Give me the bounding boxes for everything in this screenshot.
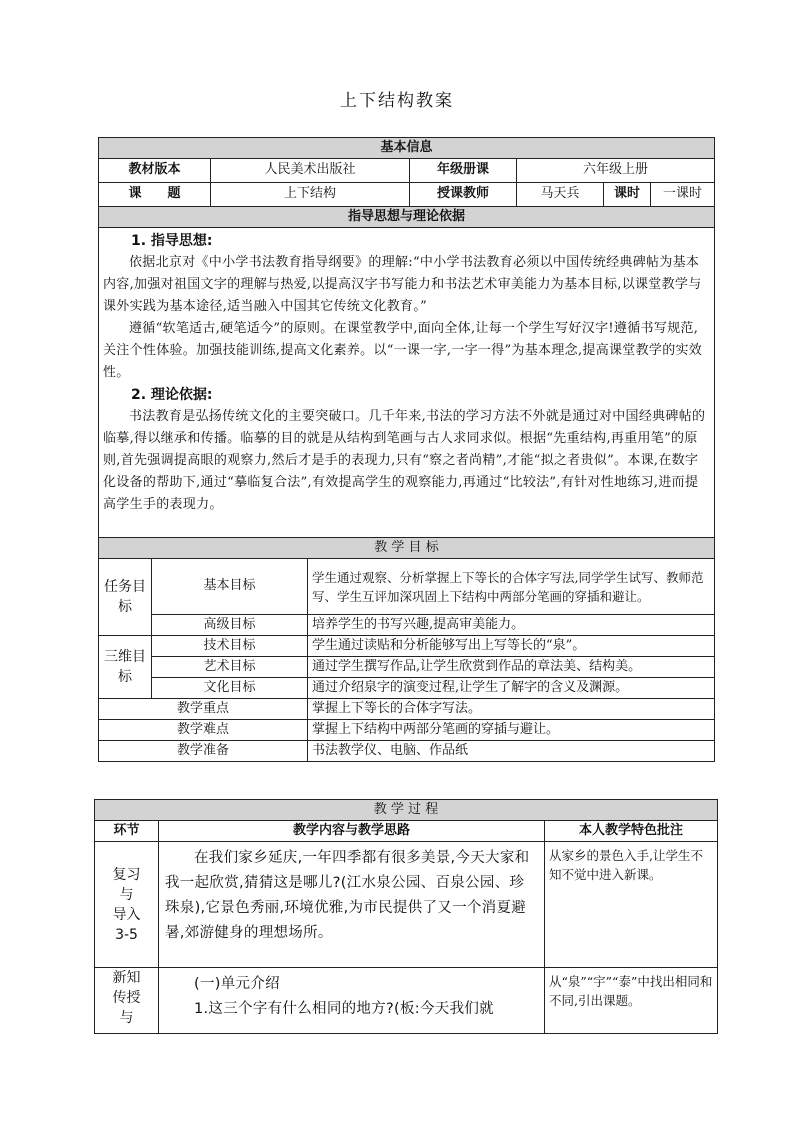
guidance-body — [99, 228, 715, 538]
theory-paragraph: 书法教育是弘扬传统文化的主要突破口。几千年来,书法的学习方法不外就是通过对中国经典碑帖的临摹,得以继承和传播。临摹的目的就是从结构到笔画与古人求同求似。根据“先重结构,再重用笔”的原则,首先强调提高眼的观察力,然后才是手的表现力,只有“察之者尚精”,才能“拟之者贵似”。本课,在数字化设备的帮助下,通过“摹临复合法”,有效提高学生的观察能力,再通过“比较法”,有针对性地练习,进而提高学生手的表现力。 — [103, 409, 706, 512]
culture-goal-label: 文化目标 — [152, 678, 308, 699]
period-label: 课时 — [604, 183, 651, 207]
page-title: 上下结构教案 — [340, 91, 454, 111]
guidance-paragraph: 遵循“软笔适古,硬笔适今”的原则。在课堂教学中,面向全体,让每一个学生写好汉字!遵循书写规范,关注个性体验。加强技能训练,提高文化素养。以“一课一字,一字一得”为基本理念,提高课堂教学的实效性。 — [103, 321, 703, 380]
goals-header: 教 学 目 标 — [99, 538, 715, 559]
basic-goal-label: 基本目标 — [152, 559, 308, 615]
three-dim-goals-label: 三维目标 — [99, 636, 152, 699]
advanced-goal-label: 高级目标 — [152, 615, 308, 636]
topic-label: 课 题 — [99, 183, 211, 207]
teacher-value: 马天兵 — [517, 183, 604, 207]
textbook-label: 教材版本 — [99, 159, 211, 183]
period-value: 一课时 — [651, 183, 715, 207]
preparation-label: 教学准备 — [99, 741, 308, 762]
theory-subheading: 2. 理论依据: — [131, 387, 213, 403]
lesson-info-table — [98, 137, 715, 762]
unit-intro-line: (一)单元介绍 — [194, 976, 280, 992]
stage-review: 复习 与 导入 3-5 — [95, 842, 159, 968]
basic-info-header: 基本信息 — [99, 138, 715, 159]
art-goal-value: 通过学生撰写作品,让学生欣赏到作品的章法美、结构美。 — [308, 657, 715, 678]
basic-goal-value: 学生通过观察、分析掌握上下等长的合体字写法,同学学生试写、教师范写、学生互评加深巩固上下结构中两部分笔画的穿插和避让。 — [308, 559, 715, 615]
content-column-header: 教学内容与教学思路 — [159, 821, 545, 842]
process-header: 教 学 过 程 — [95, 800, 718, 821]
task-goals-label: 任务目标 — [99, 559, 152, 636]
preparation-value: 书法教学仪、电脑、作品纸 — [308, 741, 715, 762]
skill-goal-value: 学生通过读贴和分析能够写出上写等长的“泉”。 — [308, 636, 715, 657]
review-content: 在我们家乡延庆,一年四季都有很多美景,今天大家和我一起欣赏,猜猜这是哪儿?(江水泉公园、百泉公园、珍珠泉),它景色秀丽,环境优雅,为市民提供了又一个消夏避暑,郊游健身的理想场所。 — [165, 850, 530, 941]
grade-label: 年级册课 — [410, 159, 517, 183]
guidance-paragraph: 依据北京对《中小学书法教育指导纲要》的理解:“中小学书法教育必须以中国传统经典碑帖为基本内容,加强对祖国文字的理解与热爱,以提高汉字书写能力和书法艺术审美能力为基本目标,以课堂教学与课外实践为基本途径,适当融入中国其它传统文化教育。” — [103, 255, 702, 314]
key-point-value: 掌握上下等长的合体字写法。 — [308, 699, 715, 720]
topic-value: 上下结构 — [211, 183, 410, 207]
culture-goal-value: 通过介绍泉字的演变过程,让学生了解字的含义及渊源。 — [308, 678, 715, 699]
grade-value: 六年级上册 — [517, 159, 715, 183]
new-knowledge-content-cell — [159, 968, 545, 1034]
stage-column-header: 环节 — [95, 821, 159, 842]
review-content-cell — [159, 842, 545, 968]
guidance-header: 指导思想与理论依据 — [99, 207, 715, 228]
skill-goal-label: 技术目标 — [152, 636, 308, 657]
difficulty-value: 掌握上下结构中两部分笔画的穿插与避让。 — [308, 720, 715, 741]
key-point-label: 教学重点 — [99, 699, 308, 720]
art-goal-label: 艺术目标 — [152, 657, 308, 678]
difficulty-label: 教学难点 — [99, 720, 308, 741]
new-knowledge-note: 从“泉”“宇”“泰”中找出相同和不同,引出课题。 — [545, 968, 718, 1034]
teacher-label: 授课教师 — [410, 183, 517, 207]
notes-column-header: 本人教学特色批注 — [545, 821, 718, 842]
review-note: 从家乡的景色入手,让学生不知不觉中进入新课。 — [545, 842, 718, 968]
guidance-subheading: 1. 指导思想: — [131, 233, 213, 249]
advanced-goal-value: 培养学生的书写兴趣,提高审美能力。 — [308, 615, 715, 636]
teaching-process-table — [94, 799, 718, 1034]
question-line: 1.这三个字有什么相同的地方?(板:今天我们就 — [194, 1001, 494, 1017]
stage-new-knowledge: 新知 传授 与 — [95, 968, 159, 1034]
textbook-value: 人民美术出版社 — [211, 159, 410, 183]
